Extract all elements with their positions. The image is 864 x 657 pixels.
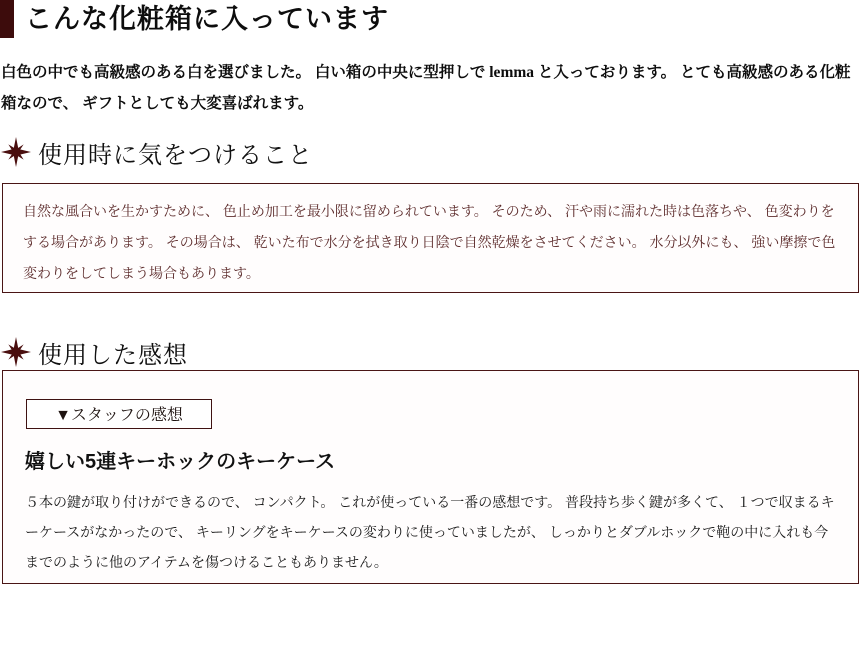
section-heading-caution (1, 135, 864, 169)
review-title: 嬉しい5連キーホックのキーケース (25, 451, 336, 473)
caution-text: 自然な風合いを生かすために、 色止め加工を最小限に留められています。 そのため、 汗や雨に濡れた時は色落ちや、 色変わりをする場合があります。 その場合は、 乾いた布で水分を拭き取り日陰で自然乾燥をさせてください。 水分以外にも、 強い摩擦で色変わりをしてしまう場合もあります。 (23, 203, 836, 281)
title-bar (0, 0, 864, 40)
review-paragraph: ５本の鍵が取り付けができるので、 コンパクト。 これが使っている一番の感想です。 普段持ち歩く鍵が多くて、 １つで収まるキーケースがなかったので、 キーリングをキーケースの変わりに使っていましたが、 しっかりとダブルホックで鞄の中に入れも今までのように他のアイテムを傷つけることもありません。 (25, 494, 835, 570)
section-heading-label: 使用時に気をつけること (38, 142, 313, 169)
page-title: こんな化粧箱に入っています (25, 4, 389, 34)
section-heading-label: 使用した感想 (38, 342, 188, 369)
staff-comment-label: ▼スタッフの感想 (26, 399, 212, 429)
review-box (2, 370, 859, 584)
star-icon (1, 137, 31, 167)
title-marker (0, 0, 14, 38)
star-icon (1, 337, 31, 367)
intro-paragraph: 白色の中でも高級感のある白を選びました。 白い箱の中央に型押しで lemma と入っております。 とても高級感のある化粧箱なので、 ギフトとしても大変喜ばれます。 (1, 64, 851, 112)
section-heading-review (1, 335, 864, 369)
caution-box (2, 183, 859, 293)
